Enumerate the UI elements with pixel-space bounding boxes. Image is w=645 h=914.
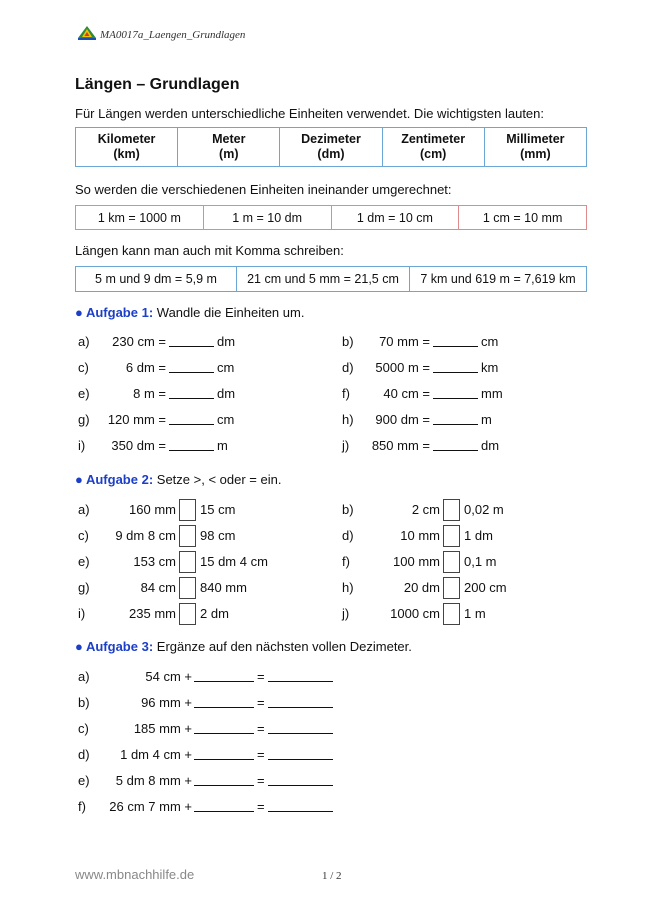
compare-row <box>78 579 328 597</box>
answer-blank[interactable] <box>169 333 214 347</box>
target-unit: cm <box>217 360 235 375</box>
answer-blank[interactable] <box>194 668 254 682</box>
target-unit: m <box>481 412 492 427</box>
document-id: MA0017a_Laengen_Grundlagen <box>100 29 246 41</box>
compare-left: 10 mm <box>400 528 440 543</box>
compare-box[interactable] <box>443 577 460 599</box>
target-unit: dm <box>217 334 236 349</box>
equals-sign: = <box>257 695 265 710</box>
exercise-letter: i) <box>78 606 86 621</box>
task3-label: ● Aufgabe 3: <box>75 639 154 654</box>
exercise-row <box>342 333 592 351</box>
unit-cell <box>382 128 484 167</box>
equals-sign: = <box>257 721 265 736</box>
conversion-intro: So werden die verschiedenen Einheiten ineinander umgerechnet: <box>75 182 452 197</box>
result-blank[interactable] <box>268 772 333 786</box>
unit-abbr: (dm) <box>317 147 345 161</box>
equals-sign: = <box>257 773 265 788</box>
exercise-value: 6 dm = <box>125 360 166 375</box>
compare-left: 153 cm <box>133 554 176 569</box>
exercise-value: 850 mm = <box>371 438 430 453</box>
task3-text: Ergänze auf den nächsten vollen Dezimeter. <box>156 639 412 654</box>
compare-row <box>342 605 592 623</box>
answer-blank[interactable] <box>433 359 478 373</box>
compare-box[interactable] <box>179 551 196 573</box>
exercise-letter: a) <box>78 334 90 349</box>
exercise-value: 26 cm 7 mm + <box>109 799 192 814</box>
exercise-value: 185 mm + <box>133 721 192 736</box>
conversion-cell: 1 dm = 10 cm <box>331 206 459 230</box>
compare-box[interactable] <box>443 551 460 573</box>
answer-blank[interactable] <box>169 437 214 451</box>
result-blank[interactable] <box>268 694 333 708</box>
exercise-letter: g) <box>78 580 90 595</box>
compare-right: 98 cm <box>200 528 236 543</box>
komma-example-2: 21 cm und 5 mm = 21,5 cm <box>237 267 410 292</box>
compare-row <box>342 527 592 545</box>
exercise-value: 40 cm = <box>383 386 430 401</box>
exercise-letter: c) <box>78 721 89 736</box>
exercise-letter: c) <box>78 528 89 543</box>
answer-blank[interactable] <box>433 333 478 347</box>
answer-blank[interactable] <box>194 720 254 734</box>
exercise-letter: f) <box>342 386 350 401</box>
conversion-cell: 1 cm = 10 mm <box>459 206 587 230</box>
unit-name: Dezimeter <box>301 132 361 146</box>
intro-text: Für Längen werden unterschiedliche Einheiten verwendet. Die wichtigsten lauten: <box>75 106 545 121</box>
conversion-cell: 1 km = 1000 m <box>76 206 204 230</box>
equals-sign: = <box>257 669 265 684</box>
exercise-letter: a) <box>78 502 90 517</box>
exercise-row <box>342 411 592 429</box>
answer-blank[interactable] <box>169 385 214 399</box>
task1-text: Wandle die Einheiten um. <box>156 305 305 320</box>
task2-text: Setze >, < oder = ein. <box>156 472 282 487</box>
compare-left: 20 dm <box>403 580 440 595</box>
exercise-value: 1 dm 4 cm + <box>120 747 192 762</box>
exercise-letter: i) <box>78 438 86 453</box>
target-unit: km <box>481 360 499 375</box>
komma-example-1: 5 m und 9 dm = 5,9 m <box>76 267 237 292</box>
task3-header <box>75 639 412 654</box>
answer-blank[interactable] <box>433 411 478 425</box>
task1-label: ● Aufgabe 1: <box>75 305 154 320</box>
exercise-letter: d) <box>342 360 354 375</box>
task2-header <box>75 472 281 487</box>
exercise-letter: h) <box>342 412 354 427</box>
exercise-letter: d) <box>342 528 354 543</box>
compare-right: 200 cm <box>464 580 507 595</box>
equals-sign: = <box>257 799 265 814</box>
target-unit: m <box>217 438 228 453</box>
answer-blank[interactable] <box>433 385 478 399</box>
unit-cell <box>280 128 382 167</box>
exercise-letter: h) <box>342 580 354 595</box>
answer-blank[interactable] <box>194 694 254 708</box>
unit-cell <box>178 128 280 167</box>
exercise-letter: c) <box>78 360 89 375</box>
target-unit: cm <box>217 412 235 427</box>
compare-row <box>342 579 592 597</box>
unit-name: Millimeter <box>506 132 565 146</box>
compare-row <box>342 501 592 519</box>
compare-right: 1 dm <box>464 528 493 543</box>
unit-abbr: (m) <box>219 147 239 161</box>
page-title: Längen – Grundlagen <box>75 76 240 93</box>
exercise-value: 70 mm = <box>379 334 430 349</box>
compare-box[interactable] <box>179 577 196 599</box>
target-unit: dm <box>481 438 500 453</box>
units-table <box>75 127 587 167</box>
task1-header <box>75 305 304 320</box>
unit-name: Meter <box>212 132 246 146</box>
compare-left: 160 mm <box>129 502 176 517</box>
komma-table <box>75 266 587 292</box>
compare-box[interactable] <box>443 603 460 625</box>
result-blank[interactable] <box>268 720 333 734</box>
logo-icon <box>78 26 96 40</box>
exercise-letter: f) <box>342 554 350 569</box>
exercise-letter: e) <box>78 773 90 788</box>
answer-blank[interactable] <box>194 746 254 760</box>
fill-row <box>78 694 348 712</box>
unit-cell <box>76 128 178 167</box>
fill-row <box>78 746 348 764</box>
komma-example-3: 7 km und 619 m = 7,619 km <box>410 267 587 292</box>
exercise-row <box>342 437 592 455</box>
compare-right: 2 dm <box>200 606 229 621</box>
exercise-value: 230 cm = <box>112 334 166 349</box>
unit-abbr: (cm) <box>419 147 447 161</box>
task2-label: ● Aufgabe 2: <box>75 472 154 487</box>
answer-blank[interactable] <box>433 437 478 451</box>
compare-right: 15 cm <box>200 502 236 517</box>
compare-box[interactable] <box>443 525 460 547</box>
exercise-value: 5 dm 8 mm + <box>115 773 192 788</box>
exercise-value: 5000 m = <box>375 360 430 375</box>
footer-website: www.mbnachhilfe.de <box>75 867 195 882</box>
result-blank[interactable] <box>268 668 333 682</box>
compare-left: 100 mm <box>393 554 440 569</box>
unit-cell <box>484 128 586 167</box>
compare-row <box>78 553 328 571</box>
exercise-letter: f) <box>78 799 86 814</box>
komma-intro: Längen kann man auch mit Komma schreiben: <box>75 243 344 258</box>
conversion-cell: 1 m = 10 dm <box>203 206 331 230</box>
exercise-row <box>342 359 592 377</box>
exercise-letter: a) <box>78 669 90 684</box>
result-blank[interactable] <box>268 746 333 760</box>
exercise-row <box>78 333 328 351</box>
answer-blank[interactable] <box>194 772 254 786</box>
unit-name: Zentimeter <box>401 132 466 146</box>
exercise-value: 96 mm + <box>141 695 192 710</box>
compare-left: 2 cm <box>411 502 440 517</box>
compare-left: 235 mm <box>129 606 176 621</box>
target-unit: dm <box>217 386 236 401</box>
target-unit: cm <box>481 334 499 349</box>
exercise-letter: d) <box>78 747 90 762</box>
exercise-letter: b) <box>342 502 354 517</box>
exercise-value: 350 dm = <box>111 438 166 453</box>
page-number: 1 / 2 <box>322 870 342 882</box>
compare-box[interactable] <box>179 499 196 521</box>
target-unit: mm <box>481 386 503 401</box>
compare-right: 0,02 m <box>464 502 504 517</box>
exercise-value: 54 cm + <box>145 669 192 684</box>
result-blank[interactable] <box>268 798 333 812</box>
exercise-row <box>78 411 328 429</box>
exercise-row <box>78 359 328 377</box>
compare-left: 1000 cm <box>390 606 440 621</box>
exercise-row <box>78 385 328 403</box>
compare-row <box>78 527 328 545</box>
compare-left: 84 cm <box>140 580 176 595</box>
exercise-letter: e) <box>78 554 90 569</box>
compare-box[interactable] <box>179 603 196 625</box>
compare-right: 1 m <box>464 606 486 621</box>
fill-row <box>78 798 348 816</box>
answer-blank[interactable] <box>169 411 214 425</box>
fill-row <box>78 668 348 686</box>
compare-right: 0,1 m <box>464 554 497 569</box>
exercise-letter: j) <box>342 606 350 621</box>
compare-right: 840 mm <box>200 580 247 595</box>
exercise-letter: g) <box>78 412 90 427</box>
compare-row <box>78 501 328 519</box>
compare-row <box>78 605 328 623</box>
exercise-letter: j) <box>342 438 350 453</box>
unit-name: Kilometer <box>97 132 156 146</box>
conversion-table <box>75 205 587 230</box>
compare-right: 15 dm 4 cm <box>200 554 268 569</box>
unit-abbr: (mm) <box>520 147 551 161</box>
exercise-row <box>78 437 328 455</box>
answer-blank[interactable] <box>194 798 254 812</box>
exercise-letter: b) <box>78 695 90 710</box>
fill-row <box>78 772 348 790</box>
exercise-row <box>342 385 592 403</box>
exercise-value: 120 mm = <box>107 412 166 427</box>
answer-blank[interactable] <box>169 359 214 373</box>
compare-box[interactable] <box>443 499 460 521</box>
equals-sign: = <box>257 747 265 762</box>
compare-row <box>342 553 592 571</box>
compare-box[interactable] <box>179 525 196 547</box>
exercise-letter: b) <box>342 334 354 349</box>
unit-abbr: (km) <box>113 147 140 161</box>
compare-left: 9 dm 8 cm <box>115 528 176 543</box>
fill-row <box>78 720 348 738</box>
exercise-value: 8 m = <box>133 386 166 401</box>
exercise-value: 900 dm = <box>375 412 430 427</box>
exercise-letter: e) <box>78 386 90 401</box>
